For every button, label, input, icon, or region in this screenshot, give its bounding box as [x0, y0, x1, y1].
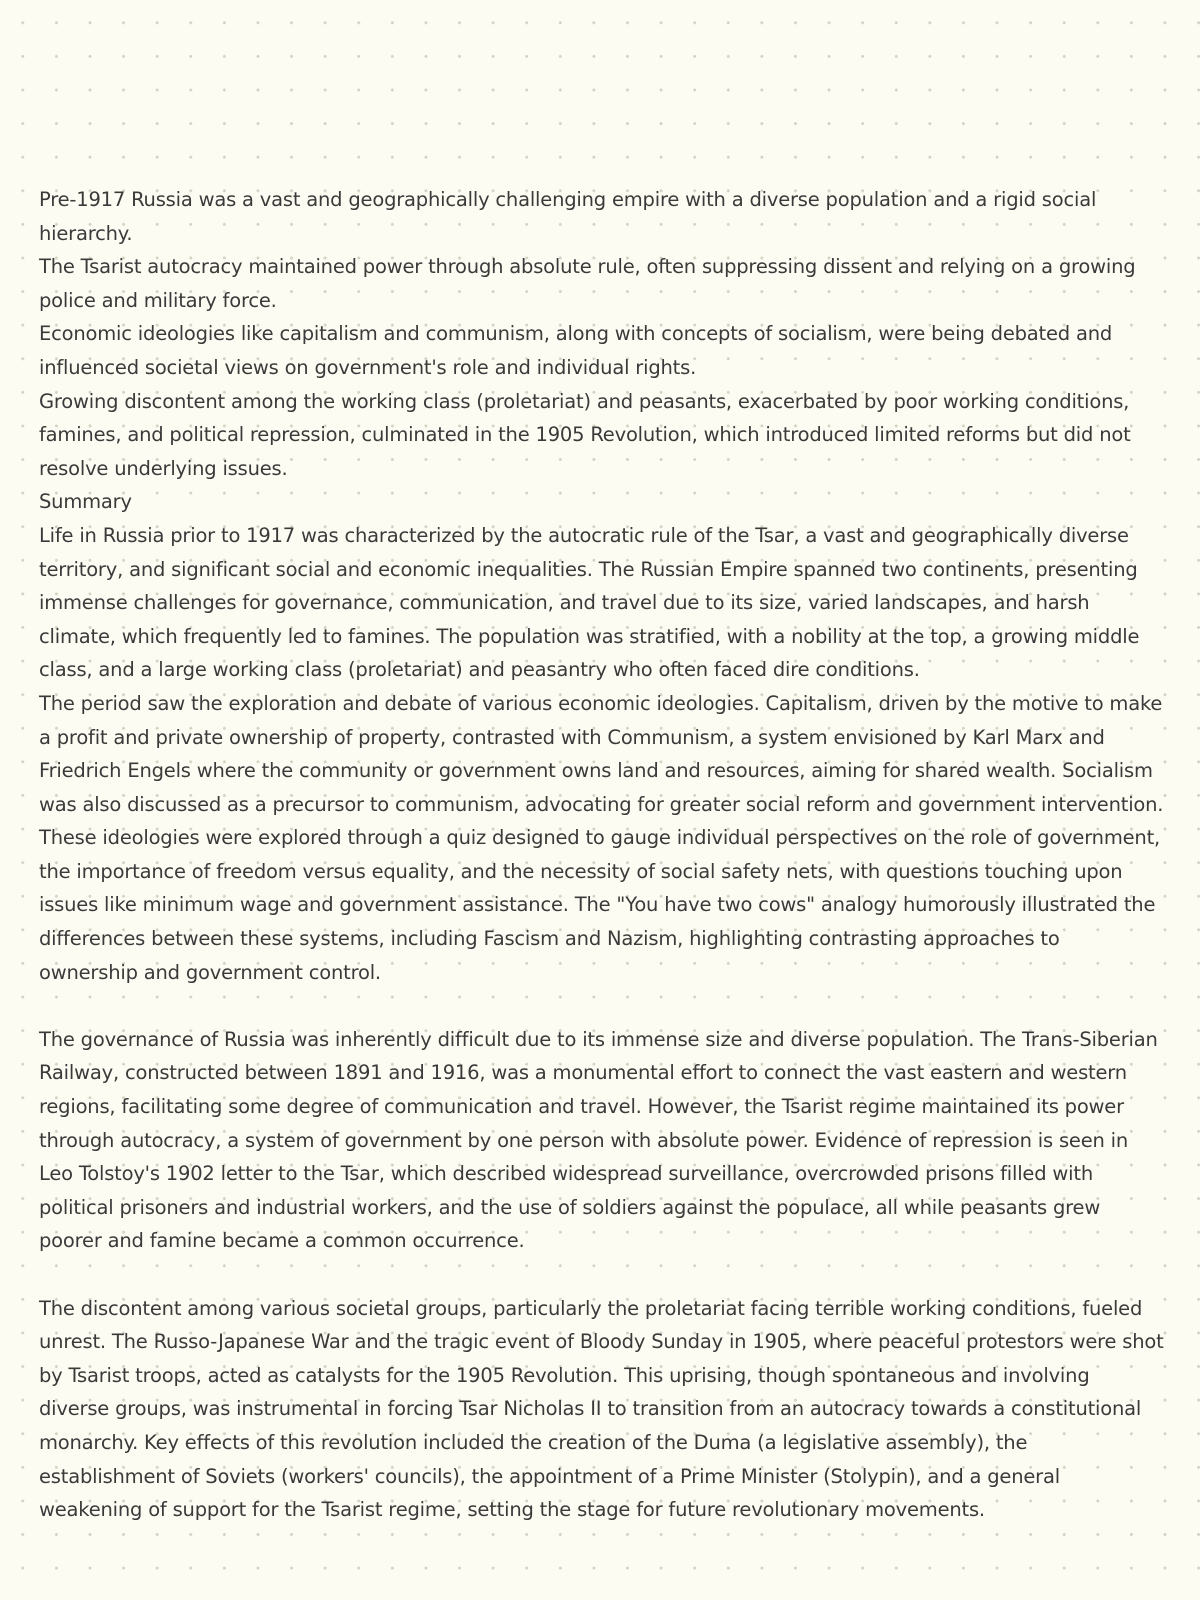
paragraph-spacer: [39, 1258, 1164, 1292]
bullet-line: Economic ideologies like capitalism and communism, along with concepts of socialism, were being debated and influenced societal views on government's role and individual rights.: [39, 322, 1113, 379]
summary-paragraph: The governance of Russia was inherently difficult due to its immense size and diverse population. The Trans-Siberian Railway, constructed between 1891 and 1916, was a monumental effort to connect the vast eastern and western regions, facilitating some degree of communication and travel. However, the Tsarist regime maintained its power through autocracy, a system of government by one person with absolute power. Evidence of repression is seen in Leo Tolstoy's 1902 letter to the Tsar, which described widespread surveillance, overcrowded prisons filled with political prisoners and industrial workers, and the use of soldiers against the populace, all while peasants grew poorer and famine became a common occurrence.: [39, 1027, 1158, 1253]
bullet-line: Growing discontent among the working class (proletariat) and peasants, exacerbated by poor working conditions, famines, and political repression, culminated in the 1905 Revolution, which introduced limited reforms but did not resolve underlying issues.: [39, 389, 1131, 480]
bullet-line: The Tsarist autocracy maintained power through absolute rule, often suppressing dissent and relying on a growing police and military force.: [39, 255, 1136, 312]
bullet-line: Pre-1917 Russia was a vast and geographically challenging empire with a diverse population and a rigid social hierarchy.: [39, 188, 1097, 245]
notes-content: [39, 183, 1164, 1527]
paragraph-spacer: [39, 989, 1164, 1023]
summary-paragraph: The discontent among various societal groups, particularly the proletariat facing terrible working conditions, fueled unrest. The Russo-Japanese War and the tragic event of Bloody Sunday in 1905, where peaceful protestors were shot by Tsarist troops, acted as catalysts for the 1905 Revolution. This uprising, though spontaneous and involving diverse groups, was instrumental in forcing Tsar Nicholas II to transition from an autocracy towards a constitutional monarchy. Key effects of this revolution included the creation of the Duma (a legislative assembly), the establishment of Soviets (workers' councils), the appointment of a Prime Minister (Stolypin), and a general weakening of support for the Tsarist regime, setting the stage for future revolutionary movements.: [39, 1296, 1164, 1522]
summary-paragraph: Life in Russia prior to 1917 was characterized by the autocratic rule of the Tsar, a vast and geographically diverse territory, and significant social and economic inequalities. The Russian Empire spanned two continents, presenting immense challenges for governance, communication, and travel due to its size, varied landscapes, and harsh climate, which frequently led to famines. The population was stratified, with a nobility at the top, a growing middle class, and a large working class (proletariat) and peasantry who often faced dire conditions.: [39, 523, 1140, 682]
summary-heading: Summary: [39, 490, 132, 514]
summary-paragraph: The period saw the exploration and debate of various economic ideologies. Capitalism, driven by the motive to make a profit and private ownership of property, contrasted with Communism, a system envisioned by Karl Marx and Friedrich Engels where the community or government owns land and resources, aiming for shared wealth. Socialism was also discussed as a precursor to communism, advocating for greater social reform and government intervention. These ideologies were explored through a quiz designed to gauge individual perspectives on the role of government, the importance of freedom versus equality, and the necessity of social safety nets, with questions touching upon issues like minimum wage and government assistance. The "You have two cows" analogy humorously illustrated the differences between these systems, including Fascism and Nazism, highlighting contrasting approaches to ownership and government control.: [39, 691, 1164, 984]
